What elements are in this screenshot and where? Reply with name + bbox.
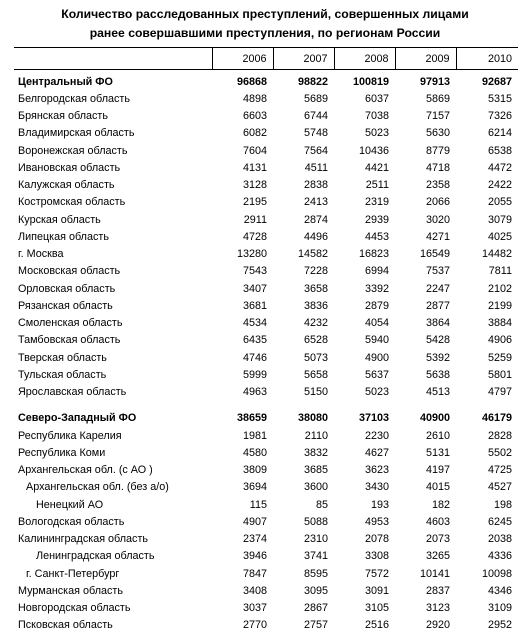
value-cell: 6082	[212, 125, 273, 142]
value-cell: 2516	[334, 617, 395, 634]
table-row	[14, 548, 518, 565]
value-cell: 3864	[395, 315, 456, 332]
value-cell: 6994	[334, 263, 395, 280]
table-row	[14, 366, 518, 383]
value-cell: 5073	[273, 349, 334, 366]
value-cell: 5502	[456, 444, 518, 461]
region-name: Костромская область	[14, 194, 212, 211]
value-cell: 4346	[456, 582, 518, 599]
value-cell: 5999	[212, 366, 273, 383]
table-row	[14, 228, 518, 245]
table-row	[14, 297, 518, 314]
table-row	[14, 531, 518, 548]
region-name: Вологодская область	[14, 513, 212, 530]
value-cell: 2511	[334, 177, 395, 194]
value-cell: 3407	[212, 280, 273, 297]
value-cell: 3308	[334, 548, 395, 565]
table-row	[14, 211, 518, 228]
value-cell: 3123	[395, 600, 456, 617]
value-cell: 4906	[456, 332, 518, 349]
value-cell: 3128	[212, 177, 273, 194]
table-row	[14, 444, 518, 461]
value-cell: 2055	[456, 194, 518, 211]
value-cell: 3832	[273, 444, 334, 461]
value-cell: 4421	[334, 159, 395, 176]
region-name: Ненецкий АО	[14, 496, 212, 513]
table-row	[14, 246, 518, 263]
column-header: 2007	[273, 48, 334, 70]
value-cell: 3109	[456, 600, 518, 617]
value-cell: 2911	[212, 211, 273, 228]
value-cell: 5392	[395, 349, 456, 366]
value-cell: 6538	[456, 142, 518, 159]
crime-table	[14, 47, 518, 634]
region-name: г. Санкт-Петербург	[14, 565, 212, 582]
region-name: Рязанская область	[14, 297, 212, 314]
value-cell: 5131	[395, 444, 456, 461]
value-cell: 4603	[395, 513, 456, 530]
value-cell: 5637	[334, 366, 395, 383]
region-name: Калужская область	[14, 177, 212, 194]
value-cell: 7604	[212, 142, 273, 159]
table-row	[14, 159, 518, 176]
table-row	[14, 280, 518, 297]
district-total-row	[14, 70, 518, 91]
value-cell: 6744	[273, 108, 334, 125]
value-cell: 5428	[395, 332, 456, 349]
value-cell: 3091	[334, 582, 395, 599]
value-cell: 3265	[395, 548, 456, 565]
value-cell: 100819	[334, 70, 395, 91]
table-row	[14, 332, 518, 349]
region-name: Ярославская область	[14, 384, 212, 401]
value-cell: 96868	[212, 70, 273, 91]
value-cell: 2939	[334, 211, 395, 228]
title-line-1: Количество расследованных преступлений, совершенных лицами	[0, 5, 530, 24]
value-cell: 2879	[334, 297, 395, 314]
region-name: Тамбовская область	[14, 332, 212, 349]
value-cell: 198	[456, 496, 518, 513]
value-cell: 4627	[334, 444, 395, 461]
value-cell: 5259	[456, 349, 518, 366]
value-cell: 2310	[273, 531, 334, 548]
value-cell: 4797	[456, 384, 518, 401]
value-cell: 16549	[395, 246, 456, 263]
value-cell: 7847	[212, 565, 273, 582]
region-name: Республика Карелия	[14, 427, 212, 444]
value-cell: 4718	[395, 159, 456, 176]
value-cell: 5689	[273, 90, 334, 107]
value-cell: 2837	[395, 582, 456, 599]
table-row	[14, 617, 518, 634]
region-name: Тульская область	[14, 366, 212, 383]
value-cell: 5023	[334, 125, 395, 142]
value-cell: 4513	[395, 384, 456, 401]
value-cell: 3836	[273, 297, 334, 314]
value-cell: 4015	[395, 479, 456, 496]
value-cell: 2877	[395, 297, 456, 314]
value-cell: 3600	[273, 479, 334, 496]
value-cell: 5315	[456, 90, 518, 107]
value-cell: 4131	[212, 159, 273, 176]
value-cell: 40900	[395, 410, 456, 427]
value-cell: 3408	[212, 582, 273, 599]
value-cell: 2195	[212, 194, 273, 211]
value-cell: 10141	[395, 565, 456, 582]
value-cell: 6245	[456, 513, 518, 530]
value-cell: 5748	[273, 125, 334, 142]
value-cell: 4963	[212, 384, 273, 401]
region-name: Владимирская область	[14, 125, 212, 142]
table-row	[14, 479, 518, 496]
value-cell: 2413	[273, 194, 334, 211]
value-cell: 7564	[273, 142, 334, 159]
value-cell: 6528	[273, 332, 334, 349]
value-cell: 2867	[273, 600, 334, 617]
table-row	[14, 90, 518, 107]
region-name: Архангельская обл. (с АО )	[14, 462, 212, 479]
header-row	[14, 48, 518, 70]
table-row	[14, 142, 518, 159]
value-cell: 4580	[212, 444, 273, 461]
value-cell: 8779	[395, 142, 456, 159]
table-row	[14, 600, 518, 617]
value-cell: 2920	[395, 617, 456, 634]
region-name: Московская область	[14, 263, 212, 280]
value-cell: 98822	[273, 70, 334, 91]
value-cell: 16823	[334, 246, 395, 263]
value-cell: 5801	[456, 366, 518, 383]
value-cell: 182	[395, 496, 456, 513]
value-cell: 6435	[212, 332, 273, 349]
value-cell: 4953	[334, 513, 395, 530]
value-cell: 2374	[212, 531, 273, 548]
table-row	[14, 384, 518, 401]
region-name: Новгородская область	[14, 600, 212, 617]
value-cell: 4453	[334, 228, 395, 245]
value-cell: 3430	[334, 479, 395, 496]
value-cell: 1981	[212, 427, 273, 444]
region-name: Белгородская область	[14, 90, 212, 107]
value-cell: 2247	[395, 280, 456, 297]
value-cell: 6214	[456, 125, 518, 142]
region-name: Воронежская область	[14, 142, 212, 159]
value-cell: 97913	[395, 70, 456, 91]
value-cell: 85	[273, 496, 334, 513]
district-total-row	[14, 410, 518, 427]
header-corner	[14, 48, 212, 70]
spacer-cell	[14, 401, 518, 410]
value-cell: 4025	[456, 228, 518, 245]
value-cell: 7326	[456, 108, 518, 125]
table-row	[14, 349, 518, 366]
value-cell: 2319	[334, 194, 395, 211]
value-cell: 2102	[456, 280, 518, 297]
value-cell: 4496	[273, 228, 334, 245]
value-cell: 4725	[456, 462, 518, 479]
value-cell: 3681	[212, 297, 273, 314]
region-name: Архангельская обл. (без а/о)	[14, 479, 212, 496]
value-cell: 3694	[212, 479, 273, 496]
region-name: Псковская область	[14, 617, 212, 634]
value-cell: 2199	[456, 297, 518, 314]
table-row	[14, 513, 518, 530]
value-cell: 193	[334, 496, 395, 513]
title-line-2: ранее совершавшими преступления, по регионам России	[0, 24, 530, 43]
value-cell: 4054	[334, 315, 395, 332]
table-row	[14, 462, 518, 479]
value-cell: 6603	[212, 108, 273, 125]
value-cell: 5630	[395, 125, 456, 142]
value-cell: 2230	[334, 427, 395, 444]
value-cell: 92687	[456, 70, 518, 91]
value-cell: 2610	[395, 427, 456, 444]
value-cell: 38080	[273, 410, 334, 427]
value-cell: 4746	[212, 349, 273, 366]
value-cell: 2757	[273, 617, 334, 634]
region-name: Ленинградская область	[14, 548, 212, 565]
region-name: Республика Коми	[14, 444, 212, 461]
value-cell: 2828	[456, 427, 518, 444]
value-cell: 5150	[273, 384, 334, 401]
value-cell: 14582	[273, 246, 334, 263]
region-name: Курская область	[14, 211, 212, 228]
value-cell: 3884	[456, 315, 518, 332]
value-cell: 3658	[273, 280, 334, 297]
value-cell: 3809	[212, 462, 273, 479]
column-header: 2008	[334, 48, 395, 70]
value-cell: 3095	[273, 582, 334, 599]
value-cell: 4336	[456, 548, 518, 565]
region-name: Липецкая область	[14, 228, 212, 245]
value-cell: 7572	[334, 565, 395, 582]
value-cell: 7038	[334, 108, 395, 125]
table-row	[14, 108, 518, 125]
value-cell: 2110	[273, 427, 334, 444]
value-cell: 5658	[273, 366, 334, 383]
column-header: 2010	[456, 48, 518, 70]
value-cell: 2358	[395, 177, 456, 194]
value-cell: 38659	[212, 410, 273, 427]
region-name: Мурманская область	[14, 582, 212, 599]
value-cell: 2422	[456, 177, 518, 194]
value-cell: 4197	[395, 462, 456, 479]
table-row	[14, 565, 518, 582]
value-cell: 3392	[334, 280, 395, 297]
value-cell: 4527	[456, 479, 518, 496]
table-row	[14, 177, 518, 194]
region-name: Брянская область	[14, 108, 212, 125]
value-cell: 3079	[456, 211, 518, 228]
value-cell: 7543	[212, 263, 273, 280]
column-header: 2006	[212, 48, 273, 70]
value-cell: 3623	[334, 462, 395, 479]
table-row	[14, 125, 518, 142]
value-cell: 2078	[334, 531, 395, 548]
value-cell: 5023	[334, 384, 395, 401]
value-cell: 3741	[273, 548, 334, 565]
value-cell: 7228	[273, 263, 334, 280]
table-row	[14, 194, 518, 211]
value-cell: 3946	[212, 548, 273, 565]
value-cell: 5869	[395, 90, 456, 107]
value-cell: 8595	[273, 565, 334, 582]
value-cell: 10436	[334, 142, 395, 159]
region-name: Центральный ФО	[14, 70, 212, 91]
value-cell: 3105	[334, 600, 395, 617]
value-cell: 2073	[395, 531, 456, 548]
value-cell: 3020	[395, 211, 456, 228]
value-cell: 2874	[273, 211, 334, 228]
table-body	[14, 70, 518, 634]
value-cell: 4907	[212, 513, 273, 530]
value-cell: 4728	[212, 228, 273, 245]
value-cell: 2770	[212, 617, 273, 634]
table-row	[14, 427, 518, 444]
value-cell: 2952	[456, 617, 518, 634]
value-cell: 4900	[334, 349, 395, 366]
region-name: Смоленская область	[14, 315, 212, 332]
column-header: 2009	[395, 48, 456, 70]
value-cell: 4534	[212, 315, 273, 332]
value-cell: 4271	[395, 228, 456, 245]
table-row	[14, 582, 518, 599]
region-name: Ивановская область	[14, 159, 212, 176]
region-name: Тверская область	[14, 349, 212, 366]
value-cell: 7537	[395, 263, 456, 280]
region-name: Северо-Западный ФО	[14, 410, 212, 427]
value-cell: 10098	[456, 565, 518, 582]
value-cell: 6037	[334, 90, 395, 107]
value-cell: 5638	[395, 366, 456, 383]
region-name: Калининградская область	[14, 531, 212, 548]
value-cell: 4898	[212, 90, 273, 107]
value-cell: 2838	[273, 177, 334, 194]
value-cell: 2038	[456, 531, 518, 548]
value-cell: 14482	[456, 246, 518, 263]
value-cell: 46179	[456, 410, 518, 427]
value-cell: 4511	[273, 159, 334, 176]
region-name: г. Москва	[14, 246, 212, 263]
table-row	[14, 315, 518, 332]
value-cell: 3037	[212, 600, 273, 617]
value-cell: 2066	[395, 194, 456, 211]
group-spacer	[14, 401, 518, 410]
value-cell: 4232	[273, 315, 334, 332]
value-cell: 3685	[273, 462, 334, 479]
value-cell: 5940	[334, 332, 395, 349]
value-cell: 13280	[212, 246, 273, 263]
table-row	[14, 263, 518, 280]
value-cell: 5088	[273, 513, 334, 530]
table-row	[14, 496, 518, 513]
value-cell: 4472	[456, 159, 518, 176]
value-cell: 37103	[334, 410, 395, 427]
value-cell: 115	[212, 496, 273, 513]
value-cell: 7157	[395, 108, 456, 125]
table-title	[0, 5, 530, 43]
region-name: Орловская область	[14, 280, 212, 297]
value-cell: 7811	[456, 263, 518, 280]
